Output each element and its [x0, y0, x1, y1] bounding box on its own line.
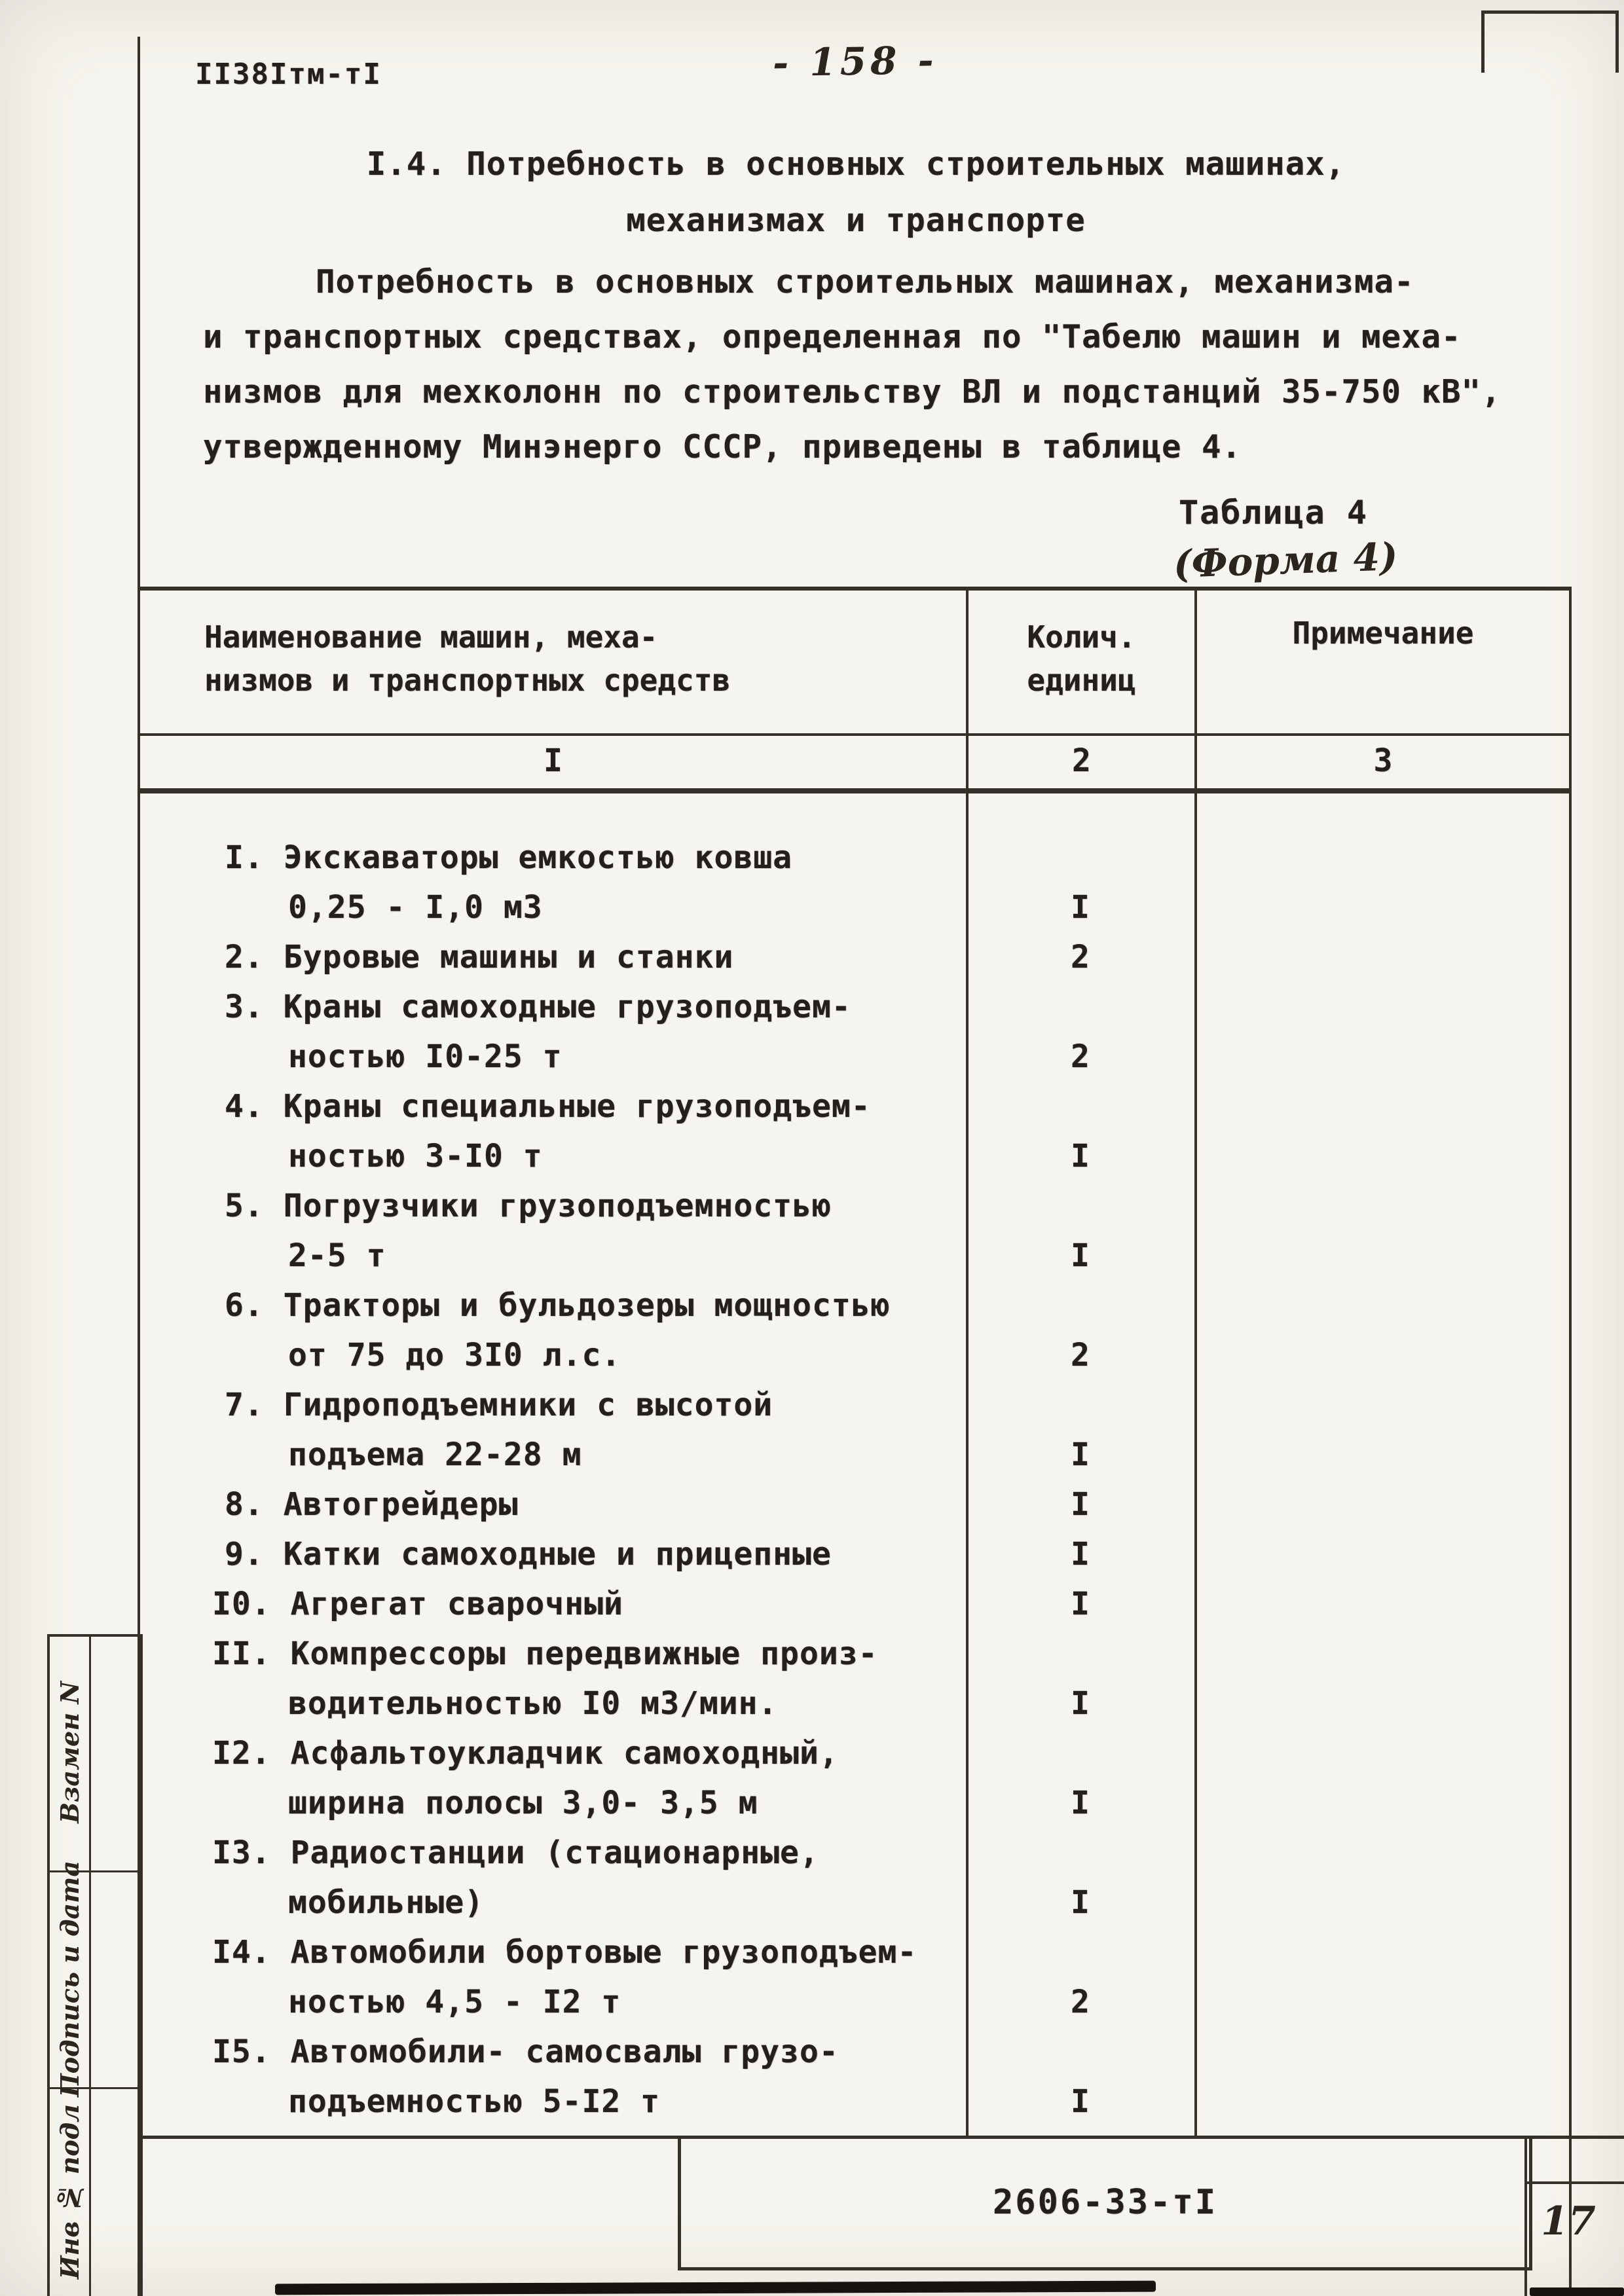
table-row — [139, 1778, 1572, 1828]
row-qty: I — [1071, 2083, 1090, 2120]
table-row — [139, 1529, 1572, 1579]
table-row — [139, 883, 1572, 932]
sheet-box-line — [1524, 2181, 1624, 2184]
stamp-label-inv: Инв № подл — [54, 2104, 84, 2280]
table-row — [139, 1728, 1572, 1778]
table-header-note: Примечание — [1292, 615, 1474, 651]
table-header-quantity-line1: Колич. — [1027, 619, 1136, 655]
table-row — [139, 1032, 1572, 1082]
column-number-3: 3 — [1373, 742, 1393, 779]
table-row — [139, 1828, 1572, 1878]
stamp-cell-vzamen — [50, 1637, 89, 1868]
row-text: подъема 22-28 м — [288, 1436, 582, 1473]
row-text: 5. Погрузчики грузоподъемностью — [225, 1188, 832, 1224]
row-text: 9. Катки самоходные и прицепные — [225, 1536, 832, 1573]
paragraph-line: Потребность в основных строительных машинах, механизма- — [316, 263, 1414, 301]
row-text: мобильные) — [288, 1884, 484, 1921]
scan-artifact-bottom — [275, 2281, 1156, 2295]
table-row — [139, 1380, 1572, 1430]
table-border-top — [139, 587, 1572, 591]
table-caption: Таблица 4 — [1179, 494, 1368, 532]
row-text: 0,25 - I,0 м3 — [288, 889, 543, 926]
row-qty: 2 — [1071, 1984, 1090, 2020]
table-body — [139, 833, 1572, 2126]
section-heading-line2: механизмах и транспорте — [626, 202, 1086, 239]
row-text: ностью 4,5 - I2 т — [288, 1984, 621, 2020]
row-qty: I — [1071, 1436, 1090, 1473]
frame-corner-mark — [1481, 10, 1619, 73]
row-qty: 2 — [1071, 939, 1090, 975]
row-text: 7. Гидроподъемники с высотой — [225, 1387, 773, 1423]
table-header-underline — [139, 733, 1572, 736]
table-header-name — [204, 615, 730, 702]
table-row — [139, 1330, 1572, 1380]
row-text: ностью 3-I0 т — [288, 1138, 543, 1175]
row-qty: I — [1071, 1536, 1090, 1573]
table-header-quantity — [969, 615, 1194, 702]
margin-stamp-divider — [89, 1634, 91, 2296]
table-row — [139, 1281, 1572, 1330]
row-text: II. Компрессоры передвижные произ- — [212, 1635, 878, 1672]
row-text: 3. Краны самоходные грузоподъем- — [225, 989, 851, 1025]
table-row — [139, 932, 1572, 982]
row-text: I4. Автомобили бортовые грузоподъем- — [212, 1934, 917, 1971]
table-row — [139, 1131, 1572, 1181]
sheet-number-handwritten: 17 — [1541, 2198, 1596, 2244]
column-number-2: 2 — [1072, 742, 1091, 779]
row-qty: I — [1071, 1138, 1090, 1175]
title-block — [678, 2138, 1532, 2270]
scan-artifact-bottom-right — [1530, 2287, 1624, 2296]
row-qty: I — [1071, 1237, 1090, 1274]
paragraph-line: и транспортных средствах, определенная по "Табелю машин и меха- — [203, 318, 1462, 355]
stamp-cell-podpis — [50, 1861, 89, 2098]
table-row — [139, 2077, 1572, 2126]
section-heading-line1: I.4. Потребность в основных строительных машинах, — [366, 145, 1346, 183]
stamp-cell-inv — [50, 2090, 89, 2293]
row-qty: I — [1071, 1685, 1090, 1722]
stamp-label-vzamen: Взамен N — [54, 1681, 84, 1823]
table-header-name-line1: Наименование машин, меха- — [204, 619, 658, 655]
row-text: подъемностью 5-I2 т — [288, 2083, 661, 2120]
row-text: ширина полосы 3,0- 3,5 м — [288, 1785, 758, 1821]
table-header-quantity-line2: единиц — [1027, 663, 1136, 698]
doc-number: II38Iтм-тI — [195, 58, 382, 91]
row-text: ностью I0-25 т — [288, 1038, 563, 1075]
table-row — [139, 1679, 1572, 1728]
column-number-1: I — [544, 742, 563, 779]
stamp-label-podpis: Подпись и дата — [54, 1861, 84, 2098]
row-qty: I — [1071, 1486, 1090, 1523]
table-row — [139, 1430, 1572, 1480]
table-row — [139, 1480, 1572, 1529]
row-text: от 75 до 3I0 л.с. — [288, 1337, 621, 1374]
table-row — [139, 2027, 1572, 2077]
row-text: водительностью I0 м3/мин. — [288, 1685, 778, 1722]
paragraph-line: утвержденному Минэнерго СССР, приведены в таблице 4. — [203, 428, 1242, 465]
row-text: I5. Автомобили- самосвалы грузо- — [212, 2033, 839, 2070]
row-text: I0. Агрегат сварочный — [212, 1586, 623, 1622]
table-row — [139, 833, 1572, 883]
table-row — [139, 1579, 1572, 1629]
footer-doc-code: 2606-33-тI — [992, 2183, 1218, 2222]
row-qty: I — [1071, 1884, 1090, 1921]
table-header-name-line2: низмов и транспортных средств — [204, 663, 731, 698]
table-row — [139, 1629, 1572, 1679]
table-form-note: (Форма 4) — [1172, 534, 1399, 587]
row-text: I3. Радиостанции (стационарные, — [212, 1834, 819, 1871]
row-text: 6. Тракторы и бульдозеры мощностью — [225, 1287, 891, 1324]
table-row — [139, 982, 1572, 1032]
table-row — [139, 1878, 1572, 1927]
row-text: I. Экскаваторы емкостью ковша — [225, 839, 793, 876]
row-qty: 2 — [1071, 1038, 1090, 1075]
page-number-handwritten: - 158 - — [772, 37, 938, 86]
row-text: 4. Краны специальные грузоподъем- — [225, 1088, 871, 1125]
row-text: 2. Буровые машины и станки — [225, 939, 734, 975]
row-qty: I — [1071, 889, 1090, 926]
row-text: I2. Асфальтоукладчик самоходный, — [212, 1735, 839, 1772]
row-qty: I — [1071, 1785, 1090, 1821]
row-qty: I — [1071, 1586, 1090, 1622]
row-qty: 2 — [1071, 1337, 1090, 1374]
table-row — [139, 1082, 1572, 1131]
table-row — [139, 1927, 1572, 1977]
row-text: 2-5 т — [288, 1237, 386, 1274]
table-row — [139, 1977, 1572, 2027]
table-row — [139, 1181, 1572, 1231]
table-row — [139, 1231, 1572, 1281]
row-text: 8. Автогрейдеры — [225, 1486, 519, 1523]
paragraph-line: низмов для мехколонн по строительству ВЛ и подстанций 35-750 кВ", — [203, 373, 1502, 410]
table-numbers-underline — [139, 788, 1572, 793]
